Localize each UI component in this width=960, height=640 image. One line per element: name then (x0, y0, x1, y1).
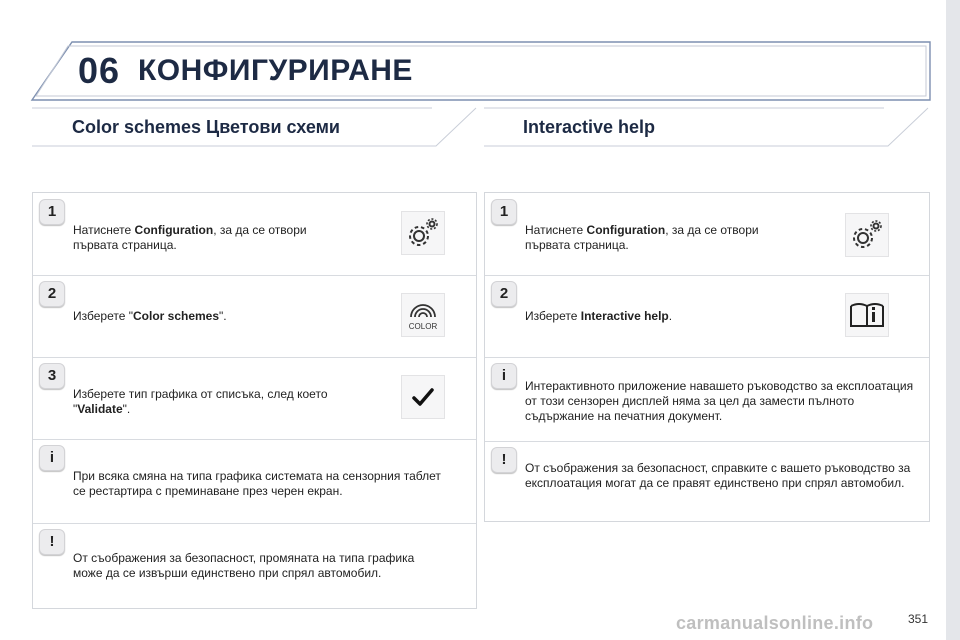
chapter-number: 06 (78, 50, 121, 91)
gear-icon (406, 216, 440, 250)
warning-icon: ! (491, 447, 517, 473)
right-step-2 (485, 275, 929, 358)
left-panel (32, 192, 477, 609)
checkmark-icon (411, 385, 435, 409)
step-badge: 2 (39, 281, 65, 307)
step-badge: 1 (491, 199, 517, 225)
step-badge: 3 (39, 363, 65, 389)
step-text: Изберете Interactive help. (525, 309, 673, 323)
right-warning-note (485, 441, 929, 523)
gear-icon (850, 218, 884, 252)
chapter-title: КОНФИГУРИРАНЕ (138, 54, 413, 87)
right-panel (484, 192, 930, 522)
section-title-right: Interactive help (523, 117, 656, 137)
page-number: 351 (908, 612, 929, 626)
book-info-icon (848, 298, 886, 332)
note-text: От съображения за безопасност, справките с вашето ръководство за експлоатация могат да се правят единствено при спрял автомобил. (525, 461, 911, 490)
right-step-1 (485, 193, 929, 276)
step-badge: 1 (39, 199, 65, 225)
info-icon: i (39, 445, 65, 471)
info-icon: i (491, 363, 517, 389)
svg-text:COLOR: COLOR (408, 322, 438, 331)
left-info-note (33, 439, 476, 524)
step-text: Натиснете Configuration, за да се отвори първата страница. (73, 223, 307, 252)
left-warning-note (33, 523, 476, 610)
left-step-1 (33, 193, 476, 276)
watermark: carmanualsonline.info (676, 613, 874, 633)
validate-button[interactable] (401, 375, 445, 419)
note-text: От съображения за безопасност, промяната на типа графика може да се извърши единствено при спрял автомобил. (73, 551, 415, 580)
color-schemes-button[interactable] (401, 293, 445, 337)
note-text: Интерактивното приложение навашето ръководство за експлоатация от този сензорен дисплей няма за цел да замести пълното съдържание на печатния документ. (525, 379, 914, 423)
configuration-button[interactable] (401, 211, 445, 255)
interactive-help-button[interactable] (845, 293, 889, 337)
step-text: Изберете тип графика от списъка, след което "Validate". (73, 387, 328, 416)
note-text: При всяка смяна на типа графика системата на сензорния таблет се рестартира с преминаване през черен екран. (73, 469, 441, 498)
section-title-left: Color schemes Цветови схеми (72, 117, 340, 137)
left-step-3 (33, 357, 476, 440)
step-text: Натиснете Configuration, за да се отвори първата страница. (525, 223, 759, 252)
left-step-2 (33, 275, 476, 358)
warning-icon: ! (39, 529, 65, 555)
step-text: Изберете "Color schemes". (73, 309, 227, 323)
configuration-button[interactable] (845, 213, 889, 257)
color-icon (403, 297, 443, 333)
side-bar (946, 0, 960, 640)
right-info-note (485, 357, 929, 442)
step-badge: 2 (491, 281, 517, 307)
